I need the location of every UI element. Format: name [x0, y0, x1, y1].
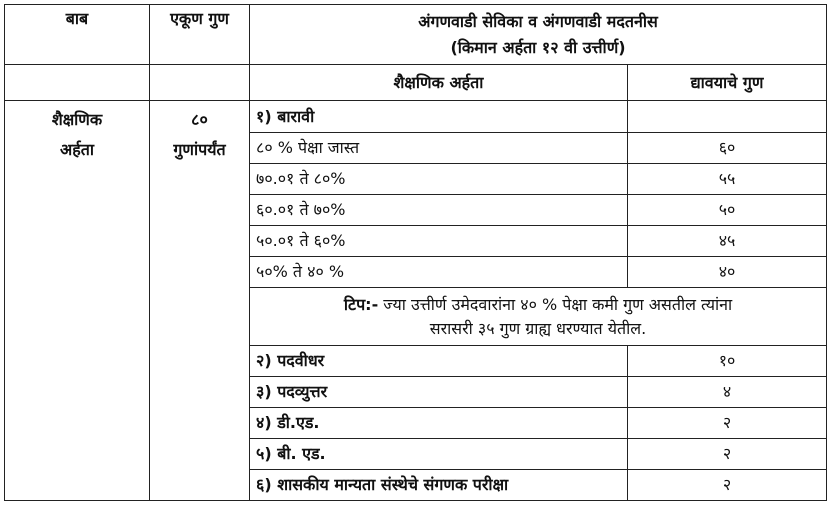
category-total-line2: गुणांपर्यंत	[173, 140, 226, 159]
qualification-label: ६) शासकीय मान्यता संस्थेचे संगणक परीक्षा	[250, 470, 628, 501]
band-range: ७०.०१ ते ८०%	[250, 164, 628, 195]
note-line1-text: ज्या उत्तीर्ण उमेदवारांना ४० % पेक्षा कमी गुण असतील त्यांना	[378, 294, 733, 314]
band-range: ८० % पेक्षा जास्त	[250, 133, 628, 164]
category-total-line1: ८०	[191, 110, 208, 129]
qualification-label: ५) बी. एड.	[250, 439, 628, 470]
empty-cell	[150, 65, 250, 101]
band-marks: ४०	[628, 257, 827, 288]
category-total	[150, 101, 250, 501]
note-prefix: टिप:-	[343, 294, 379, 314]
empty-cell	[628, 101, 827, 133]
empty-cell	[5, 65, 150, 101]
band-marks: ५५	[628, 164, 827, 195]
twelfth-row	[5, 101, 827, 133]
header-row	[5, 5, 827, 65]
column-header-marks: द्यावयाचे गुण	[628, 65, 827, 101]
note-text	[250, 288, 827, 346]
note-line2: सरासरी ३५ गुण ग्राह्य धरण्यात येतील.	[429, 318, 647, 338]
note-line1	[256, 293, 820, 317]
category-name	[5, 101, 150, 501]
band-marks: ४५	[628, 226, 827, 257]
post-title-line1: अंगणवाडी सेविका व अंगणवाडी मदतनीस	[418, 11, 658, 31]
post-title	[250, 5, 827, 65]
twelfth-label: १) बारावी	[250, 101, 628, 133]
band-range: ५०.०१ ते ६०%	[250, 226, 628, 257]
qualification-marks: १०	[628, 346, 827, 377]
band-range: ६०.०१ ते ७०%	[250, 195, 628, 226]
qualification-label: २) पदवीधर	[250, 346, 628, 377]
qualification-marks: २	[628, 408, 827, 439]
category-name-line1: शैक्षणिक	[51, 110, 103, 129]
qualification-label: ३) पदव्युत्तर	[250, 377, 628, 408]
column-header-qualification: शैक्षणिक अर्हता	[250, 65, 628, 101]
qualification-label: ४) डी.एड.	[250, 408, 628, 439]
column-header-bab: बाब	[5, 5, 150, 65]
column-header-total-marks: एकूण गुण	[150, 5, 250, 65]
subheader-row	[5, 65, 827, 101]
band-marks: ६०	[628, 133, 827, 164]
qualification-marks: २	[628, 439, 827, 470]
post-title-line2: (किमान अर्हता १२ वी उत्तीर्ण)	[450, 37, 626, 57]
qualification-marks: ४	[628, 377, 827, 408]
category-name-line2: अर्हता	[60, 140, 94, 159]
qualification-marks: २	[628, 470, 827, 501]
band-marks: ५०	[628, 195, 827, 226]
band-range: ५०% ते ४० %	[250, 257, 628, 288]
marks-table	[4, 4, 827, 501]
